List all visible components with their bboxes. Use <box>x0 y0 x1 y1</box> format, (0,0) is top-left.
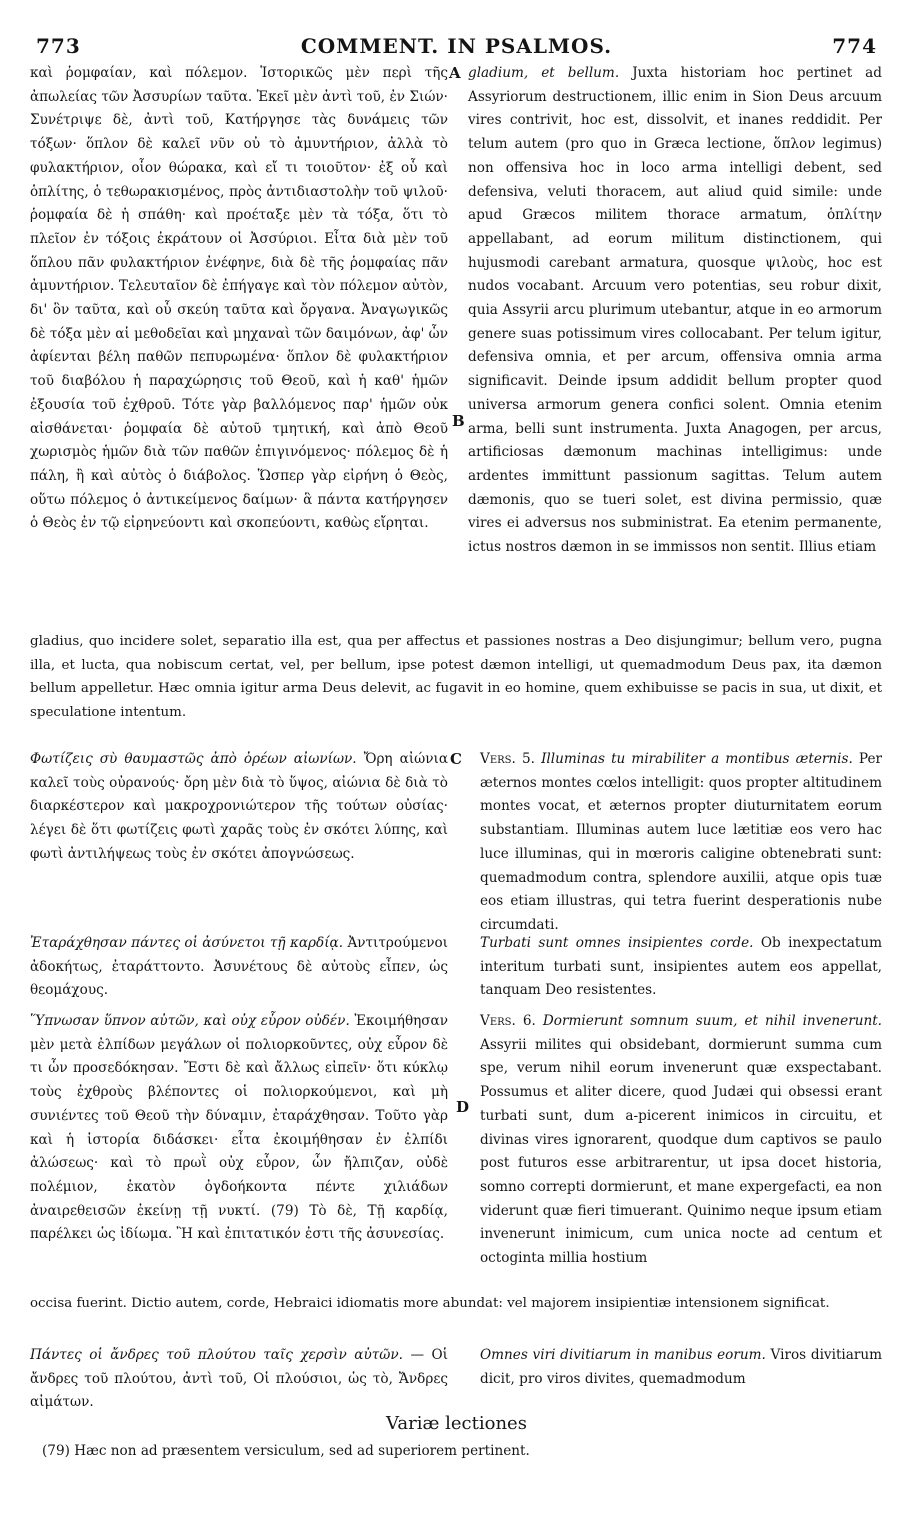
latin-commentary-4 <box>480 1010 882 1290</box>
variae-lectiones-heading: Variæ lectiones <box>386 1413 527 1434</box>
footnote-79 <box>42 1440 882 1462</box>
page-number-right: 774 <box>832 34 877 58</box>
margin-marker-c: C <box>450 750 462 768</box>
latin-lemma-3: Turbati sunt omnes insipientes corde. <box>480 935 754 951</box>
footnote-number: (79) <box>42 1443 70 1459</box>
greek-text-3: Ἀντιτρούμενοι ἀδοκήτως, ἐταράττοντο. Ἀσυνέτους δὲ αὐτοὺς εἶπεν, ὡς θεομάχους. <box>30 935 448 999</box>
latin-text-3: Ob inexpectatum interitum turbati sunt, insipientes autem eos appellat, tanquam Deo resistentes. <box>480 935 882 999</box>
latin-commentary-2 <box>480 748 883 933</box>
latin-commentary-5 <box>480 1344 882 1392</box>
latin-fullwidth-1: gladius, quo incidere solet, separatio illa est, qua per affectus et passiones nostras a Deo disjungimur; bellum vero, pugna illa, et lucta, qua nobiscum certat, vel, per bellum, ipse potest dæmon intelligi, ut quemadmodum Deus pax, ita dæmon bellum appelletur. Hæc omnia igitur arma Deus delevit, ac fugavit in eo homine, quem exhibuisse se pacis in sua, ut dixit, et speculatione intentum. <box>30 634 882 721</box>
greek-text-1: καὶ ῥομφαίαν, καὶ πόλεμον. Ἱστορικῶς μὲν περὶ τῆς ἀπωλείας τῶν Ἀσσυρίων ταῦτα. Ἐκεῖ μὲν ἀντὶ τοῦ, ἐν Σιών· Συνέτριψε δὲ, ἀντὶ τοῦ, Κατήργησε τὰς δυνάμεις τῶν τόξων· ὅπλον δὲ καλεῖ νῦν οὐ τὸ ἀμυντήριον, ἀλλὰ τὸ φυλακτήριον, οἷον θώρακα, καὶ εἴ τι τοιοῦτον· ἐξ οὗ καὶ ὁπλίτης, ὁ τεθωρακισμένος, πρὸς ἀντιδιαστολὴν τοῦ ψιλοῦ· ῥομφαία δὲ ἡ σπάθη· καὶ προέταξε μὲν τὰ τόξα, ὅτι τὸ πλεῖον ἐν τόξοις ἐκράτουν οἱ Ἀσσύριοι. Εἶτα διὰ μὲν τοῦ ὅπλου πᾶν φυλακτήριον ἐνέφηνε, διὰ δὲ τῆς ῥομφαίας πᾶν ἀμυντήριον. Τελευταῖον δὲ ἐπήγαγε καὶ τὸν πόλεμον αὐτὸν, δι' ὃν ταῦτα, καὶ οὗ σκεύη ταῦτα καὶ ὄργανα. Ἀναγωγικῶς δὲ τόξα μὲν αἱ μεθοδεῖαι καὶ μηχαναὶ τῶν δαιμόνων, ἀφ' ὧν ἀφίενται βέλη παθῶν πεπυρωμένα· ὅπλον δὲ φυλακτήριον τοῦ διαβόλου ἡ παραχώρησις τοῦ Θεοῦ, καὶ ἡ καθ' ἡμῶν ἐξουσία τοῦ ἐχθροῦ. Τότε γὰρ βαλλόμενος παρ' ἡμῶν οὐκ αἰσθάνεται· ῥομφαία δὲ αὐτοῦ τμητική, καὶ ἀπὸ Θεοῦ χωρισμὸς ἡμῶν διὰ τῶν παθῶν ἐπιγινόμενος· πόλεμος δὲ ἡ πάλη, ἢ καὶ αὐτὸς ὁ διάβολος. Ὥσπερ γὰρ εἰρήνη ὁ Θεὸς, οὕτω πόλεμος ὁ ἀντικείμενος δαίμων· ἃ πάντα κατήργησεν ὁ Θεὸς ἐν τῷ εἰρηνεύοντι καὶ σκοπεύοντι, καθὼς εἴρηται. <box>30 65 448 532</box>
greek-commentary-2 <box>30 748 448 872</box>
greek-lemma-2: Φωτίζεις σὺ θαυμαστῶς ἀπὸ ὀρέων αἰωνίων. <box>30 751 357 767</box>
margin-marker-a: A <box>449 64 461 82</box>
running-title: COMMENT. IN PSALMOS. <box>300 34 613 58</box>
footnote-text: Hæc non ad præsentem versiculum, sed ad superiorem pertinent. <box>74 1443 530 1459</box>
greek-text-4: Ἐκοιμήθησαν μὲν μετὰ ἐλπίδων μεγάλων οἱ πολιορκοῦντες, οὐχ εὗρον δὲ τι ὧν προσεδόκησαν. Ἔστι δὲ καὶ ἄλλως εἰπεῖν· ὅτι κύκλῳ τοὺς ἐχθροὺς βλέποντες οἱ πολιορκούμενοι, καὶ μὴ συνιέντες τοῦ Θεοῦ τὴν δύναμιν, ἐταράχθησαν. Τοῦτο γὰρ καὶ ἡ ἱστορία διδάσκει· εἶτα ἐκοιμήθησαν ἐν ἐλπίδι ἀλώσεως· καὶ τὸ πρωῒ οὐχ εὗρον, ὧν ἤλπιζαν, οὐδὲ πολέμιον, ἑκατὸν ὀγδοήκοντα πέντε χιλιάδων ἀναιρεθεισῶν ἐκείνῃ τῇ νυκτί. (79) Τὸ δὲ, Τῇ καρδίᾳ, παρέλκει ὡς ἰδίωμα. Ἢ καὶ ἐπιτατικόν ἐστι τῆς ἀσυνεσίας. <box>30 1013 448 1243</box>
greek-lemma-5: Πάντες οἱ ἄνδρες τοῦ πλούτου ταῖς χερσὶν αὐτῶν. <box>30 1347 403 1363</box>
latin-text-1: Juxta historiam hoc pertinet ad Assyriorum destructionem, illic enim in Sion Deus arcuum vires contrivit, hoc est, dissolvit, et inanes reddidit. Per telum autem (pro quo in Græca lectione, ὅπλον legimus) non offensiva hoc in loco arma intelligi debent, sed defensiva, veluti thoracem, aut aliud quid simile: unde apud Græcos militem thorace armatum, ὁπλίτην appellabant, ad eorum militum distinctionem, qui hujusmodi carebant armatura, quosque ψιλοὺς, hoc est nudos vocabant. Arcuum vero potentias, seu robur dixit, quia Assyrii arcu plurimum utebantur, atque in eo armorum genere suas potissimum vires collocabant. Per telum igitur, defensiva omnia, et per arcum, offensiva omnia arma significavit. Deinde ipsum addidit bellum propter quod universa armorum genera confici solent. Omnia etenim arma, belli sunt instrumenta. Juxta Anagogen, per arcus, artificiosas dæmonum machinas intelligimus: unde ardentes immittunt passionum sagittas. Telum autem dæmonis, quo se tueri solet, est divina permissio, quæ vires ei adversus nos subministrat. Ea etenim permanente, ictus nostros dæmon in se immissos non sentit. Illius etiam <box>468 65 882 556</box>
greek-commentary-5 <box>30 1344 449 1411</box>
latin-text-5: Viros divitiarum dicit, pro viros divites, quemadmodum <box>480 1347 882 1387</box>
page-header <box>30 34 883 60</box>
latin-lemma-1: gladium, et bellum. <box>468 65 620 81</box>
margin-marker-d: D <box>456 1098 470 1116</box>
latin-text-4: Assyrii milites qui obsidebant, dormierunt summa cum spe, verum nihil eorum invenerunt quæ exspectabant. Possumus et aliter dicere, quod Judæi qui obsessi erant turbati sunt, dum a-picerent inimicos in circuitu, et divinas vires ignorarent, quodque dum captivos se paulo post futuros esse arbitrarentur, ut ipsa docet historia, somno correpti dormierunt, et mane expergefacti, ea non viderunt quæ fieri timuerant. Quinimo neque ipsum etiam invenerunt inimicum, cum unica nocte ad centum et octoginta millia hostium <box>480 1036 882 1267</box>
greek-lemma-3: Ἐταράχθησαν πάντες οἱ ἀσύνετοι τῇ καρδίᾳ. <box>30 935 344 951</box>
margin-marker-b: B <box>452 412 465 430</box>
verse-label-6: Vers. 6. <box>480 1013 536 1029</box>
latin-fullwidth-4: occisa fuerint. Dictio autem, corde, Hebraici idiomatis more abundat: vel majorem insipientiæ intensionem significat. <box>30 1296 830 1311</box>
latin-lemma-2: Illuminas tu mirabiliter a montibus æternis. <box>541 751 853 767</box>
greek-commentary-3 <box>30 932 448 1008</box>
page-number-left: 773 <box>36 34 81 58</box>
verse-label-5: Vers. 5. <box>480 751 535 767</box>
latin-text-2: Per æternos montes cœlos intelligit: quos propter altitudinem montes vocat, et æternos propter diuturnitatem eorum substantiam. Illuminas autem luce lætitiæ eos vero hac luce illuminas, qui in mœroris caligine obtenebrati sunt: quemadmodum contra, splendore auxilii, atque opis tuæ eos etiam illustras, qui tetra fuerint desperationis nube circumdati. <box>480 751 883 933</box>
latin-commentary-1 <box>468 62 882 624</box>
latin-commentary-3 <box>480 932 882 1008</box>
greek-text-5: — Οἱ ἄνδρες τοῦ πλούτου, ἀντὶ τοῦ, Οἱ πλούσιοι, ὡς τὸ, Ἄνδρες αἱμάτων. <box>30 1347 449 1411</box>
greek-commentary-4 <box>30 1010 448 1290</box>
greek-lemma-4: Ὕπνωσαν ὕπνον αὐτῶν, καὶ οὐχ εὗρον οὐδέν. <box>30 1013 350 1029</box>
greek-text-2: Ὄρη αἰώνια καλεῖ τοὺς οὐρανούς· ὄρη μὲν διὰ τὸ ὕψος, αἰώνια δὲ διὰ τὸ διαρκέστερον καὶ μακροχρονιώτερον τῆς τούτων οὐσίας· λέγει δὲ ὅτι φωτίζεις φωτὶ χαρᾶς τοὺς ἐν σκότει λύπης, καὶ φωτὶ ἀντιλήψεως τοὺς ἐν σκότει ἀπογνώσεως. <box>30 751 449 862</box>
greek-commentary-1 <box>30 62 448 624</box>
latin-lemma-5: Omnes viri divitiarum in manibus eorum. <box>480 1347 766 1363</box>
latin-lemma-4: Dormierunt somnum suum, et nihil invenerunt. <box>542 1013 883 1029</box>
